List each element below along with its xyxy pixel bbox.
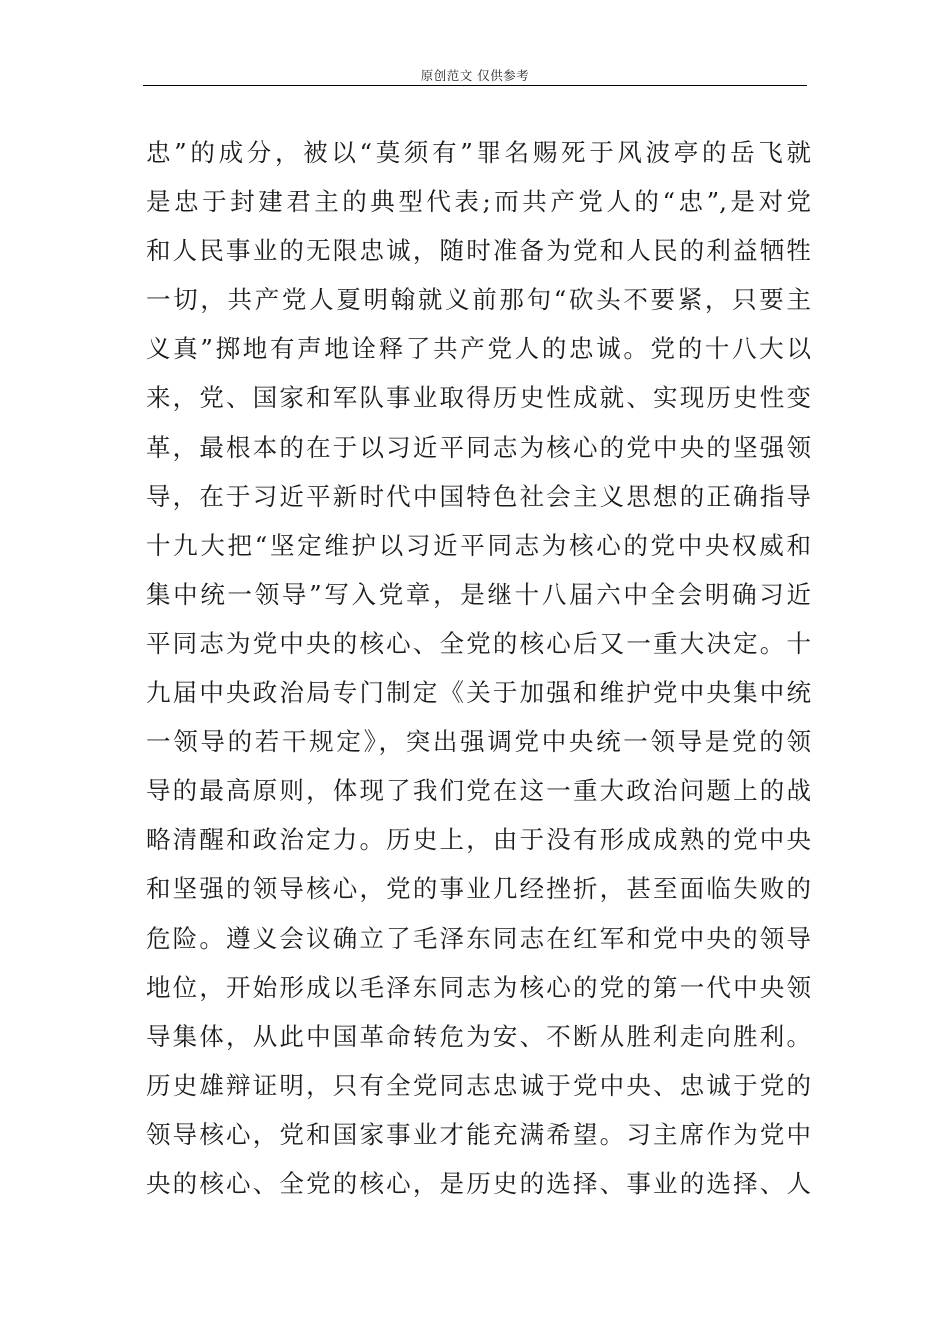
- body-line: 一领导的若干规定》，突出强调党中央统一领导是党的领: [146, 727, 811, 757]
- body-line: 义真”掷地有声地诠释了共产党人的忠诚。党的十八大以: [146, 334, 811, 364]
- body-line: 十九大把“坚定维护以习近平同志为核心的党中央权威和: [146, 530, 811, 560]
- header-rule: [143, 85, 807, 86]
- body-line: 革，最根本的在于以习近平同志为核心的党中央的坚强领: [146, 432, 811, 462]
- body-line: 一切，共产党人夏明翰就义前那句“砍头不要紧，只要主: [146, 285, 811, 315]
- body-line: 来，党、国家和军队事业取得历史性成就、实现历史性变: [146, 383, 811, 413]
- body-line: 集中统一领导”写入党章，是继十八届六中全会明确习近: [146, 579, 811, 609]
- body-line: 历史雄辩证明，只有全党同志忠诚于党中央、忠诚于党的: [146, 1070, 811, 1100]
- body-line: 略清醒和政治定力。历史上，由于没有形成成熟的党中央: [146, 825, 811, 855]
- header-text: 原创范文 仅供参考: [420, 68, 530, 83]
- body-line: 忠”的成分，被以“莫须有”罪名赐死于风波亭的岳飞就: [146, 138, 811, 167]
- page-header: [143, 62, 807, 88]
- body-line: 九届中央政治局专门制定《关于加强和维护党中央集中统: [146, 678, 811, 708]
- body-line: 导集体，从此中国革命转危为安、不断从胜利走向胜利。: [146, 1021, 811, 1051]
- body-line: 导，在于习近平新时代中国特色社会主义思想的正确指导: [146, 481, 811, 511]
- body-line: 平同志为党中央的核心、全党的核心后又一重大决定。十: [146, 628, 811, 658]
- body-line: 央的核心、全党的核心，是历史的选择、事业的选择、人: [146, 1168, 811, 1198]
- body-line: 导的最高原则，体现了我们党在这一重大政治问题上的战: [146, 776, 811, 806]
- body-line: 是忠于封建君主的典型代表;而共产党人的“忠”,是对党: [146, 187, 811, 217]
- body-line: 危险。遵义会议确立了毛泽东同志在红军和党中央的领导: [146, 923, 811, 953]
- body-line: 地位，开始形成以毛泽东同志为核心的党的第一代中央领: [146, 972, 811, 1002]
- body-line: 和坚强的领导核心，党的事业几经挫折，甚至面临失败的: [146, 874, 811, 904]
- body-line: 和人民事业的无限忠诚，随时准备为党和人民的利益牺牲: [146, 236, 811, 266]
- document-body: [146, 128, 811, 1208]
- body-line: 领导核心，党和国家事业才能充满希望。习主席作为党中: [146, 1119, 811, 1149]
